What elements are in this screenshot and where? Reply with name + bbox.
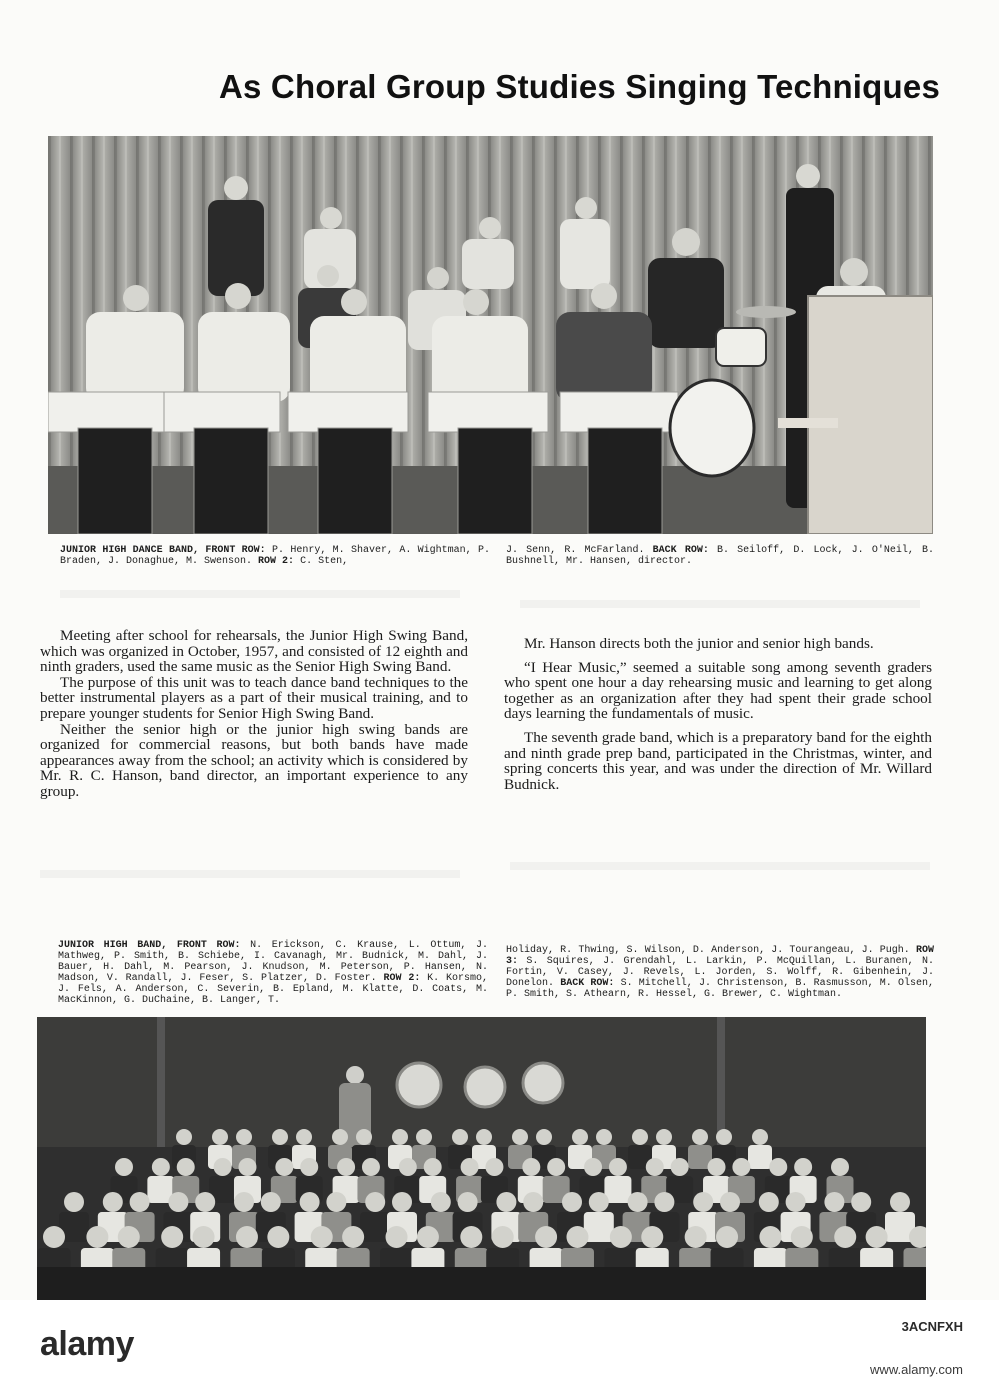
page-headline: As Choral Group Studies Singing Techniques: [218, 68, 940, 105]
watermark-site-url: www.alamy.com: [870, 1362, 963, 1377]
watermark-brand-logo: alamy: [40, 1325, 134, 1363]
caption-text: K. Korsmo, J. Fels, A. Anderson, C. Severin, B. Epland, M. Klatte, D. Coats, M. MacKinnon, G. DuChaine, B. Langer, T.: [58, 973, 488, 1006]
caption-text: N. Erickson, C. Krause, L. Ottum, J. Mathweg, P. Smith, B. Schiebe, I. Cavanagh, Mr. Budnick, M. Dahl, J. Bauer, H. Dahl, M. Pearson, J. Knudson, M. Peterson, P. Hansen, N. Madson, V. Randall, J. Feser, S. Platzer, D. Foster.: [58, 940, 488, 984]
junior-band-photo-illustration: [37, 1017, 926, 1300]
caption-text: B. Seiloff, D. Lock, J. O'Neil, B. Bushnell, Mr. Hansen, director.: [506, 545, 934, 567]
caption-text: C. Sten,: [294, 556, 349, 567]
caption-text: J. Senn, R. McFarland.: [506, 545, 653, 556]
caption-text: S. Squires, J. Grendahl, L. Larkin, P. McQuillan, L. Buranen, N. Fortin, V. Casey, J. Revels, L. Jorden, S. Wolff, R. Gibenhein, J. Donelon.: [506, 956, 934, 989]
show-through-mark: [60, 590, 460, 598]
article-paragraph: “I Hear Music,” seemed a suitable song among seventh graders who spent one hour a day rehearsing music and learning to get along together as an organization after they had spent their grade school days learning the fundamentals of music.: [504, 658, 932, 723]
caption-label: ROW 2:: [258, 556, 295, 567]
show-through-mark: [510, 862, 930, 870]
show-through-mark: [520, 600, 920, 608]
article-column-right: [504, 636, 932, 792]
caption-label: ROW 2:: [383, 973, 421, 984]
junior-band-caption-left: [58, 940, 488, 1006]
dance-band-caption-left: [60, 545, 490, 567]
caption-text: Holiday, R. Thwing, S. Wilson, D. Anderson, J. Tourangeau, J. Pugh.: [506, 945, 916, 956]
caption-text: S. Mitchell, J. Christenson, B. Rasmusson, M. Olsen, P. Smith, S. Athearn, R. Hessel, G. Brewer, C. Wightman.: [506, 978, 934, 1000]
caption-label: JUNIOR HIGH DANCE BAND, FRONT ROW:: [60, 545, 266, 556]
article-paragraph: The purpose of this unit was to teach dance band techniques to the better instrumental players as a part of their musical training, and to prepare younger students for Senior High Swing Band.: [40, 673, 468, 722]
caption-label: ROW 3:: [506, 945, 934, 967]
article-paragraph: The seventh grade band, which is a preparatory band for the eighth and ninth grade prep band, participated in the Christmas, winter, and spring concerts this year, and was under the direction of Mr. Willard Budnick.: [504, 728, 932, 793]
watermark-footer: [0, 1300, 999, 1390]
article-paragraph: Neither the senior high or the junior high swing bands are organized for commercial reasons, but both bands have made appearances away from the school; an activity which is considered by Mr. R. C. Hanson, band director, an important experience to any group.: [40, 720, 468, 800]
junior-band-caption-right: [506, 945, 934, 1000]
caption-label: JUNIOR HIGH BAND, FRONT ROW:: [58, 940, 241, 951]
caption-label: BACK ROW:: [560, 978, 615, 989]
show-through-mark: [40, 870, 460, 878]
article-paragraph: Mr. Hanson directs both the junior and senior high bands.: [524, 635, 874, 652]
article-paragraph: Meeting after school for rehearsals, the Junior High Swing Band, which was organized in October, 1957, and consisted of 12 eighth and ninth graders, used the same music as the Senior High Swing Band.: [40, 627, 468, 676]
dance-band-photo-illustration: [48, 136, 933, 534]
article-column-left: [40, 628, 468, 800]
caption-text: P. Henry, M. Shaver, A. Wightman, P. Braden, J. Donaghue, M. Swenson.: [60, 545, 490, 567]
caption-label: BACK ROW:: [652, 545, 709, 556]
junior-band-photo: [37, 1017, 926, 1300]
dance-band-caption-right: [506, 545, 934, 567]
dance-band-photo: [48, 136, 933, 534]
watermark-image-id: 3ACNFXH: [901, 1319, 963, 1334]
